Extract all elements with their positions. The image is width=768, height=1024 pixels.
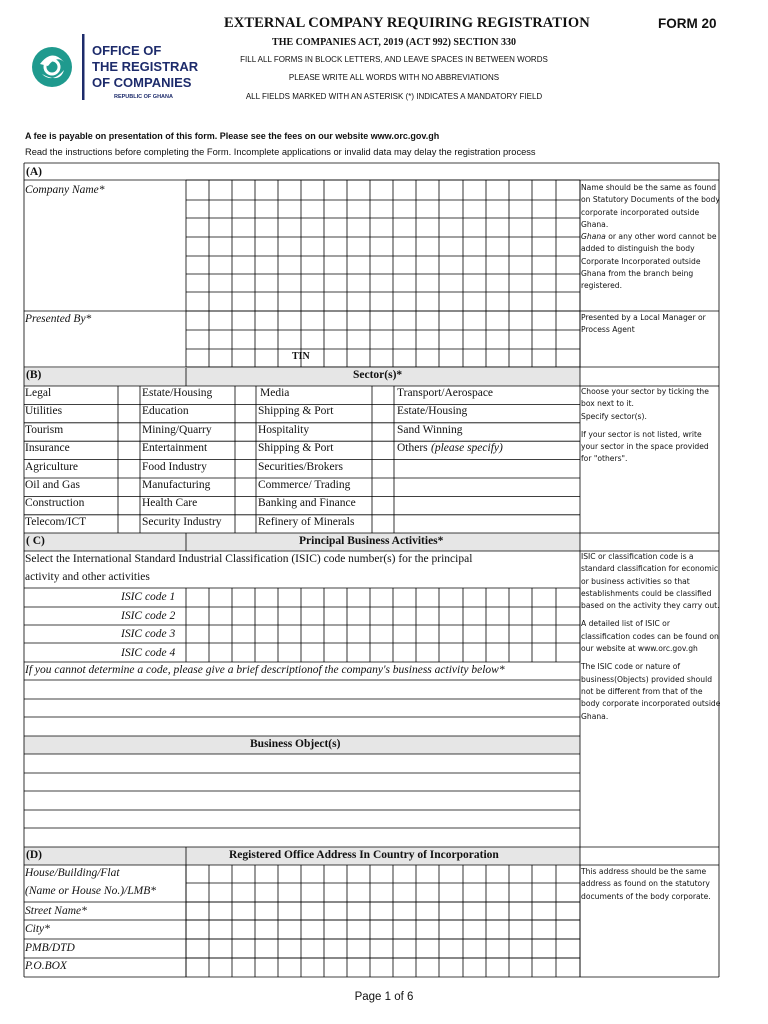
fee-notice: A fee is payable on presentation of this form. Please see the fees on our website www.orc.gov.gh xyxy=(25,131,440,141)
isic-code-label: ISIC code 3 xyxy=(121,628,176,640)
house-label-line-2: (Name or House No.)/LMB* xyxy=(25,885,156,897)
sector-tick-box[interactable] xyxy=(373,497,393,513)
address-heading: Registered Office Address In Country of Incorporation xyxy=(229,849,499,861)
isic-select-line-1: Select the International Standard Industrial Classification (ISIC) code number(s) for the principal xyxy=(25,553,473,565)
sector-option-label: Transport/Aerospace xyxy=(397,387,494,399)
sector-tick-box[interactable] xyxy=(373,405,393,421)
sector-option-label: Health Care xyxy=(142,497,198,510)
sector-option-label: Mining/Quarry xyxy=(142,423,212,436)
sector-option-label: Estate/Housing xyxy=(397,405,468,418)
sector-tick-box[interactable] xyxy=(236,516,256,532)
sector-note: Choose your sector by ticking the box next to it. Specify sector(s). If your sector is not listed, write your sector in the space provided for "others". xyxy=(581,387,709,464)
pobox-label: P.O.BOX xyxy=(25,960,67,972)
instruction-line-3: ALL FIELDS MARKED WITH AN ASTERISK (*) INDICATES A MANDATORY FIELD xyxy=(245,92,543,101)
logo-line-2: THE REGISTRAR xyxy=(92,59,199,74)
pmb-label: PMB/DTD xyxy=(25,942,75,954)
sector-tick-box[interactable] xyxy=(236,387,256,403)
sector-tick-box[interactable] xyxy=(119,497,139,513)
sector-option-label: Oil and Gas xyxy=(25,479,80,491)
sector-tick-box[interactable] xyxy=(236,442,256,458)
sector-tick-box[interactable] xyxy=(373,387,393,403)
sector-tick-box[interactable] xyxy=(236,497,256,513)
tin-label: TIN xyxy=(292,351,310,362)
sector-tick-box[interactable] xyxy=(236,405,256,421)
sector-option-label: Media xyxy=(260,387,290,399)
sector-tick-box[interactable] xyxy=(236,461,256,477)
city-label: City* xyxy=(25,923,50,935)
sector-option-label: Securities/Brokers xyxy=(258,460,343,473)
sector-option-label: Tourism xyxy=(25,423,64,436)
sector-option-label: Estate/Housing xyxy=(142,387,213,399)
isic-code-label: ISIC code 1 xyxy=(121,591,176,603)
sector-option-label: Hospitality xyxy=(258,423,310,436)
sector-option-label: Sand Winning xyxy=(397,423,463,436)
sector-tick-box[interactable] xyxy=(119,424,139,440)
sector-option-label: Others xyxy=(397,442,428,455)
sector-tick-box[interactable] xyxy=(119,479,139,495)
section-b-tag: (B) xyxy=(26,369,42,381)
sector-tick-box[interactable] xyxy=(119,387,139,403)
instruction-line-1: FILL ALL FORMS IN BLOCK LETTERS, AND LEAVE SPACES IN BETWEEN WORDS xyxy=(240,55,548,64)
sector-tick-box[interactable] xyxy=(373,442,393,458)
logo-line-1: OFFICE OF xyxy=(92,43,162,58)
sector-tick-box[interactable] xyxy=(119,516,139,532)
section-c-tag: ( C) xyxy=(26,535,45,547)
sector-tick-box[interactable] xyxy=(119,461,139,477)
section-heading-band xyxy=(24,368,580,386)
sector-option-label: Legal xyxy=(25,387,52,399)
sector-option-label: Education xyxy=(142,405,189,418)
sector-tick-box[interactable] xyxy=(236,479,256,495)
sector-tick-box[interactable] xyxy=(373,516,393,532)
company-name-label: Company Name* xyxy=(25,184,105,196)
isic-select-line-2: activity and other activities xyxy=(25,571,150,583)
sector-option-label: Construction xyxy=(25,497,85,510)
general-instructions: Read the instructions before completing the Form. Incomplete applications or invalid data may delay the registration process xyxy=(25,147,536,157)
sector-tick-box[interactable] xyxy=(373,479,393,495)
sector-option-label: Food Industry xyxy=(142,460,207,473)
presented-by-label: Presented By* xyxy=(25,313,92,325)
company-name-note: Name should be the same as found on Statutory Documents of the body corporate incorporated outside Ghana. Ghana or any other word cannot be added to distinguish the body Corporate Incorporated outside Ghana from the branch being registered. xyxy=(581,183,720,291)
sector-option-label: Manufacturing xyxy=(142,479,211,491)
street-name-label: Street Name* xyxy=(25,905,87,917)
section-a-tag: (A) xyxy=(26,166,42,178)
sector-tick-box[interactable] xyxy=(373,461,393,477)
sector-heading: Sector(s)* xyxy=(353,369,403,381)
sector-option-label: Shipping & Port xyxy=(258,442,334,455)
sector-option-label: Security Industry xyxy=(142,515,222,528)
instruction-line-2: PLEASE WRITE ALL WORDS WITH NO ABBREVIATIONS xyxy=(288,73,500,82)
sector-option-label: Refinery of Minerals xyxy=(258,515,355,528)
sector-tick-box[interactable] xyxy=(119,405,139,421)
act-line: THE COMPANIES ACT, 2019 (ACT 992) SECTION 330 xyxy=(272,37,516,48)
sector-option-label: Commerce/ Trading xyxy=(258,479,351,491)
logo-line-4: REPUBLIC OF GHANA xyxy=(114,94,173,100)
describe-activity-label: If you cannot determine a code, please give a brief descriptionof the company's business activity below* xyxy=(25,664,505,676)
sector-option-label: Shipping & Port xyxy=(258,405,334,418)
business-activities-heading: Principal Business Activities* xyxy=(299,535,444,547)
sector-tick-box[interactable] xyxy=(373,424,393,440)
logo-line-3: OF COMPANIES xyxy=(92,75,192,90)
sector-option-label: Telecom/ICT xyxy=(25,515,87,528)
others-specify-label: (please specify) xyxy=(431,442,503,455)
isic-note: ISIC or classification code is a standard classification for economic or business activities so that establishments could be classified based on the activity they carry out. A detailed list of ISIC or classification codes can be found on our website at www.orc.gov.gh The ISIC code or nature of business(Objects) provided should not be different from that of the body corporate incorporated outside Ghana. xyxy=(581,552,721,721)
sector-option-label: Insurance xyxy=(25,442,70,455)
sector-tick-box[interactable] xyxy=(236,424,256,440)
sector-option-label: Utilities xyxy=(25,405,63,418)
section-d-tag: (D) xyxy=(26,849,42,861)
house-label-line-1: House/Building/Flat xyxy=(25,867,120,879)
isic-code-label: ISIC code 2 xyxy=(121,609,176,622)
business-object-heading: Business Object(s) xyxy=(250,738,341,750)
form-number: FORM 20 xyxy=(658,16,717,31)
form-title: EXTERNAL COMPANY REQUIRING REGISTRATION xyxy=(224,15,590,31)
sector-tick-box[interactable] xyxy=(119,442,139,458)
isic-code-label: ISIC code 4 xyxy=(121,646,176,659)
sector-option-label: Agriculture xyxy=(25,460,79,473)
presented-by-note: Presented by a Local Manager or Process Agent xyxy=(581,313,706,335)
address-note: This address should be the same address as found on the statutory documents of the body corporate. xyxy=(581,867,711,901)
page-number: Page 1 of 6 xyxy=(354,991,414,1003)
sector-option-label: Entertainment xyxy=(142,442,208,455)
sector-option-label: Banking and Finance xyxy=(258,497,356,510)
